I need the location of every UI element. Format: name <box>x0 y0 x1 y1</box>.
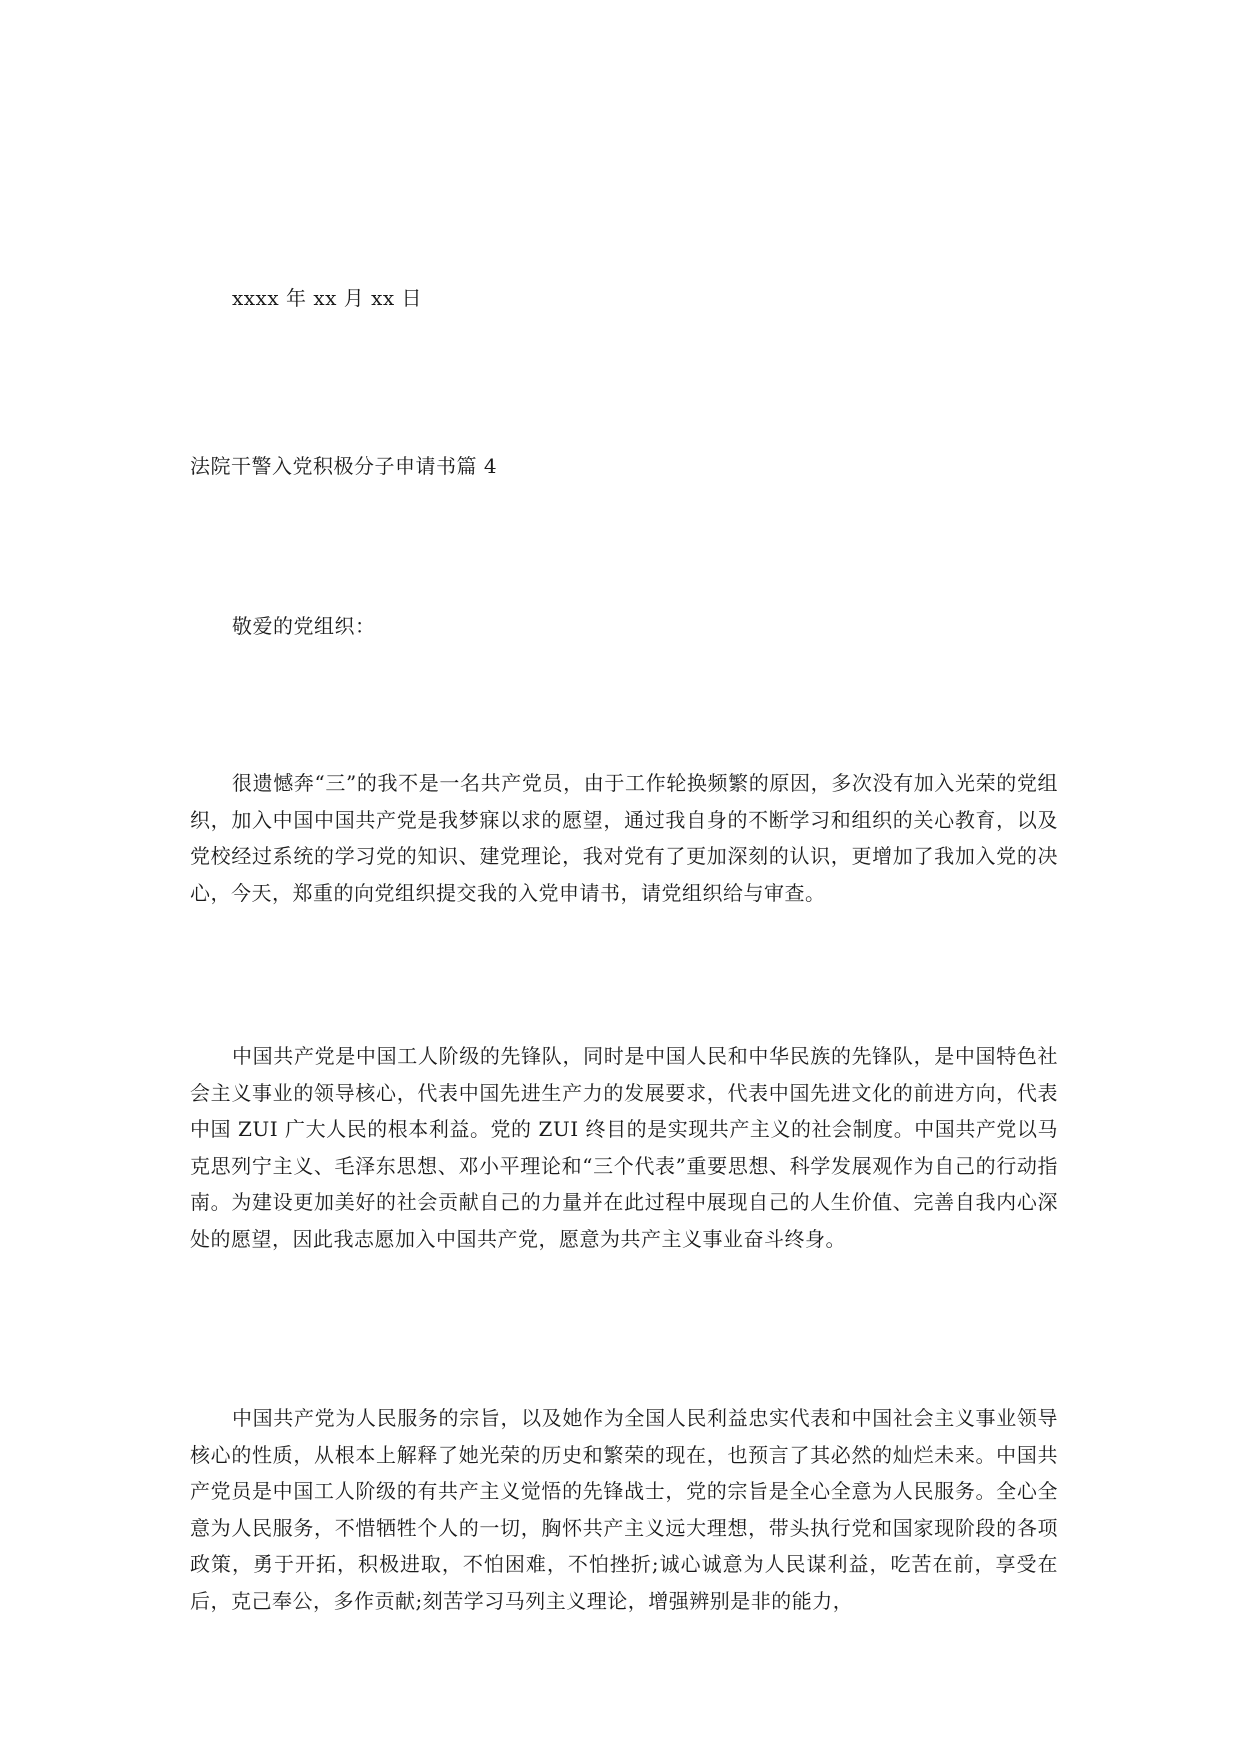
body-paragraph-2: 中国共产党是中国工人阶级的先锋队，同时是中国人民和中华民族的先锋队，是中国特色社会主义事业的领导核心，代表中国先进生产力的发展要求，代表中国先进文化的前进方向，代表中国 ZUI 广大人民的根本利益。党的 ZUI 终目的是实现共产主义的社会制度。中国共产党以马克思列宁主义、毛泽东思想、邓小平理论和“三个代表”重要思想、科学发展观作为自己的行动指南。为建设更加美好的社会贡献自己的力量并在此过程中展现自己的人生价值、完善自我内心深处的愿望，因此我志愿加入中国共产党，愿意为共产主义事业奋斗终身。 <box>190 1044 1058 1251</box>
body-paragraph-3: 中国共产党为人民服务的宗旨，以及她作为全国人民利益忠实代表和中国社会主义事业领导核心的性质，从根本上解释了她光荣的历史和繁荣的现在，也预言了其必然的灿烂未来。中国共产党员是中国工人阶级的有共产主义觉悟的先锋战士，党的宗旨是全心全意为人民服务。全心全意为人民服务，不惜牺牲个人的一切，胸怀共产主义远大理想，带头执行党和国家现阶段的各项政策，勇于开拓，积极进取，不怕困难，不怕挫折;诚心诚意为人民谋利益，吃苦在前，享受在后，克己奉公，多作贡献;刻苦学习马列主义理论，增强辨别是非的能力， <box>190 1406 1058 1613</box>
body-paragraph-1: 很遗憾奔“三”的我不是一名共产党员，由于工作轮换频繁的原因，多次没有加入光荣的党组织，加入中国中国共产党是我梦寐以求的愿望，通过我自身的不断学习和组织的关心教育，以及党校经过系统的学习党的知识、建党理论，我对党有了更加深刻的认识，更增加了我加入党的决心，今天，郑重的向党组织提交我的入党申请书，请党组织给与审查。 <box>190 771 1058 905</box>
article-title: 法院干警入党积极分子申请书篇 4 <box>190 454 498 478</box>
salutation: 敬爱的党组织： <box>232 614 376 638</box>
date-line: xxxx 年 xx 月 xx 日 <box>232 286 423 310</box>
